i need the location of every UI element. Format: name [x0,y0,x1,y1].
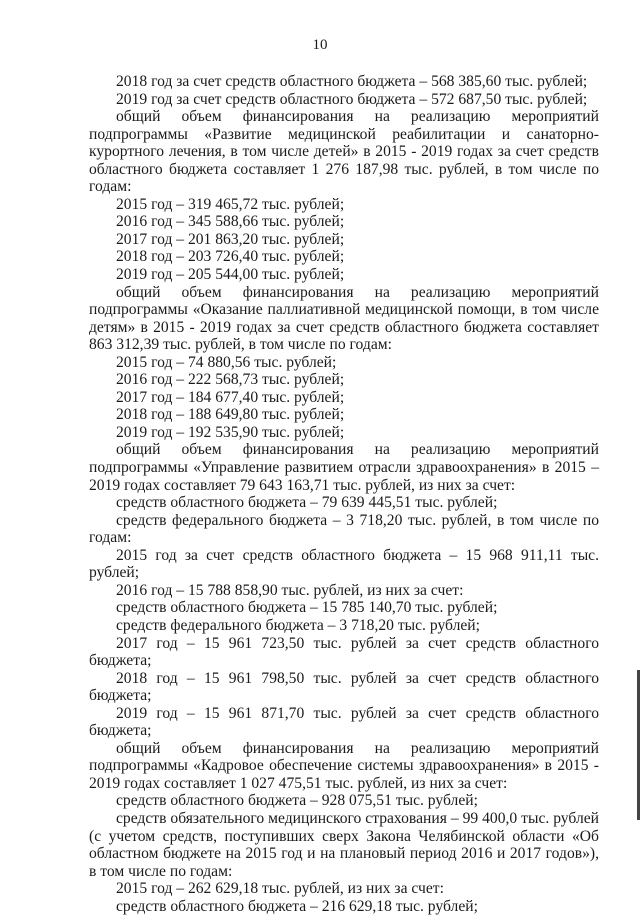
paragraph: 2017 год – 184 677,40 тыс. рублей; [116,388,345,406]
paragraph: средств обязательного медицинского страхования – 99 400,0 тыс. рублей (с учетом средств, поступивших сверх Закона Челябинской области «Об областном бюджете на 2015 год и на плановый период 2016 и 2017 годов»), в том числе по годам: [89,809,599,880]
paragraph: средств областного бюджета – 216 629,18 тыс. рублей; [116,897,478,915]
paragraph: 2019 год за счет средств областного бюджета – 572 687,50 тыс. рублей; [116,90,588,108]
paragraph: 2019 год – 205 544,00 тыс. рублей; [116,266,345,284]
paragraph: общий объем финансирования на реализацию мероприятий подпрограммы «Развитие медицинской реабилитации и санаторно-курортного лечения, в том числе детей» в 2015 - 2019 годах за счет средств областного бюджета составляет 1 276 187,98 тыс. рублей, в том числе по годам: [89,108,599,196]
paragraph: 2018 год – 15 961 798,50 тыс. рублей за счет средств областного бюджета; [89,669,599,705]
paragraph: общий объем финансирования на реализацию мероприятий подпрограммы «Управление развитием отрасли здравоохранения» в 2015 – 2019 годах составляет 79 643 163,71 тыс. рублей, из них за счет: [89,441,599,494]
paragraph: 2017 год – 15 961 723,50 тыс. рублей за счет средств областного бюджета; [89,634,599,670]
paragraph: 2017 год – 201 863,20 тыс. рублей; [116,230,345,248]
paragraph: 2018 год – 203 726,40 тыс. рублей; [116,248,345,266]
document-body [89,73,599,915]
paragraph: 2016 год – 15 788 858,90 тыс. рублей, из них за счет: [116,581,464,599]
paragraph: 2019 год – 192 535,90 тыс. рублей; [116,423,345,441]
paragraph: 2016 год – 345 588,66 тыс. рублей; [116,213,345,231]
paragraph: средств областного бюджета – 79 639 445,51 тыс. рублей; [116,494,498,512]
paragraph: 2018 год за счет средств областного бюджета – 568 385,60 тыс. рублей; [116,73,588,90]
paragraph: 2019 год – 15 961 871,70 тыс. рублей за счет средств областного бюджета; [89,704,599,740]
paragraph: 2015 год – 319 465,72 тыс. рублей; [116,195,345,213]
paragraph: средств федерального бюджета – 3 718,20 тыс. рублей; [116,616,480,634]
paragraph: средств областного бюджета – 928 075,51 тыс. рублей; [116,792,478,810]
paragraph: 2015 год – 262 629,18 тыс. рублей, из них за счет: [116,880,444,898]
paragraph: средств областного бюджета – 15 785 140,70 тыс. рублей; [116,599,498,617]
paragraph: общий объем финансирования на реализацию мероприятий подпрограммы «Оказание паллиативной медицинской помощи, в том числе детям» в 2015 - 2019 годах за счет средств областного бюджета составляет 863 312,39 тыс. рублей, в том числе по годам: [89,283,599,354]
paragraph: 2018 год – 188 649,80 тыс. рублей; [116,406,345,424]
paragraph: 2016 год – 222 568,73 тыс. рублей; [116,371,345,389]
paragraph: средств федерального бюджета – 3 718,20 тыс. рублей, в том числе по годам: [89,511,599,547]
paragraph: 2015 год – 74 880,56 тыс. рублей; [116,353,337,371]
paragraph: общий объем финансирования на реализацию мероприятий подпрограммы «Кадровое обеспечение системы здравоохранения» в 2015 - 2019 годах составляет 1 027 475,51 тыс. рублей, из них за счет: [89,739,599,792]
paragraph: 2015 год за счет средств областного бюджета – 15 968 911,11 тыс. рублей; [89,546,599,582]
page-number: 10 [312,37,328,53]
